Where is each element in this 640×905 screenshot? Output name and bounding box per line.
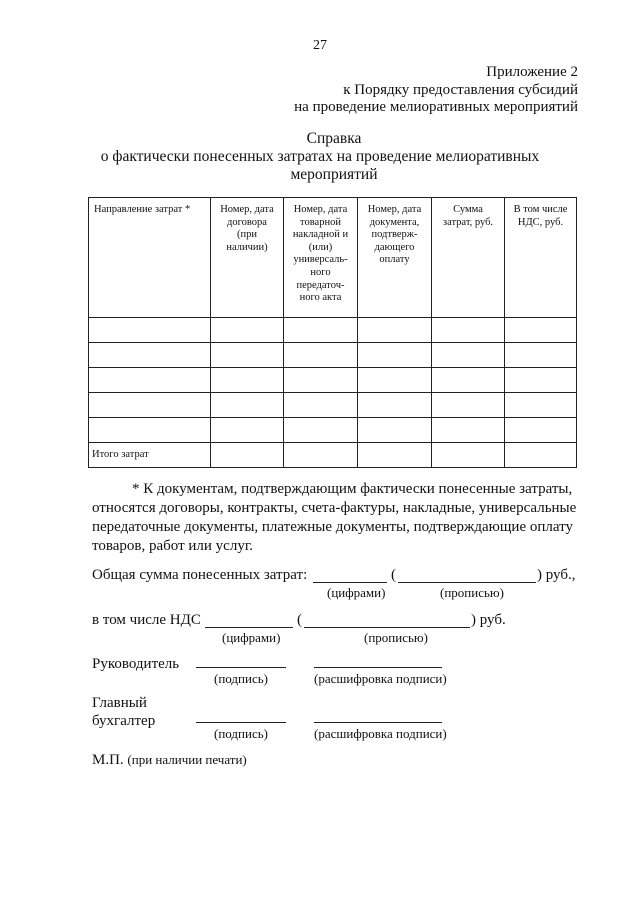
accountant-label-line-2: бухгалтер (92, 713, 156, 729)
table-row (89, 318, 577, 343)
table-cell[interactable] (89, 368, 211, 393)
table-cell[interactable] (358, 393, 432, 418)
title-subtitle-line-2: мероприятий (290, 166, 378, 183)
table-cell[interactable] (358, 443, 432, 468)
appendix-line-2: к Порядку предоставления субсидий (343, 81, 578, 98)
vat-digits-field[interactable] (205, 627, 293, 628)
footnote-line-1: * К документам, подтверждающим фактически понесенные затраты, (132, 481, 573, 497)
table-cell[interactable] (284, 393, 358, 418)
table-cell[interactable] (432, 418, 505, 443)
total-sum-words-field[interactable] (398, 582, 536, 583)
table-row (89, 393, 577, 418)
manager-label: Руководитель (92, 656, 180, 672)
total-sum-caption-digits: (цифрами) (327, 585, 386, 600)
table-cell[interactable] (89, 318, 211, 343)
table-cell[interactable] (432, 343, 505, 368)
header-contract: Номер, дата договора (при наличии) (211, 198, 284, 318)
table-cell[interactable] (505, 418, 577, 443)
total-sum-label: Общая сумма понесенных затрат: (92, 567, 308, 583)
title-heading: Справка (306, 130, 362, 147)
table-cell[interactable] (358, 343, 432, 368)
table-cell[interactable] (211, 393, 284, 418)
document-title (0, 130, 640, 184)
page-number: 27 (313, 38, 327, 53)
appendix-header (294, 64, 578, 117)
table-row (89, 343, 577, 368)
table-cell[interactable] (89, 393, 211, 418)
table-cell[interactable] (284, 443, 358, 468)
header-waybill: Номер, дата товарной накладной и (или) универсаль- ного передаточ- ного акта (284, 198, 358, 318)
total-sum-close: ) руб., (537, 567, 576, 583)
total-label: Итого затрат (89, 443, 211, 468)
vat-label: в том числе НДС (92, 612, 201, 628)
appendix-line-1: Приложение 2 (486, 64, 578, 80)
table-cell[interactable] (284, 368, 358, 393)
cost-table (88, 197, 577, 468)
table-cell[interactable] (89, 343, 211, 368)
table-cell[interactable] (211, 443, 284, 468)
header-cost-direction: Направление затрат * (89, 198, 211, 318)
table-cell[interactable] (432, 443, 505, 468)
stamp-note: (при наличии печати) (127, 752, 247, 767)
total-sum-digits-field[interactable] (313, 582, 387, 583)
table-cell[interactable] (505, 318, 577, 343)
table-cell[interactable] (211, 368, 284, 393)
header-vat: В том числе НДС, руб. (505, 198, 577, 318)
vat-close: ) руб. (471, 612, 506, 628)
manager-signature-field[interactable] (196, 667, 286, 668)
table-cell[interactable] (358, 418, 432, 443)
table-row (89, 368, 577, 393)
stamp-label (92, 752, 247, 769)
manager-caption-decoding: (расшифровка подписи) (314, 671, 447, 686)
accountant-caption-signature: (подпись) (214, 726, 268, 741)
accountant-decoding-field[interactable] (314, 722, 442, 723)
table-cell[interactable] (505, 368, 577, 393)
table-cell[interactable] (432, 368, 505, 393)
manager-decoding-field[interactable] (314, 667, 442, 668)
vat-caption-words: (прописью) (364, 630, 428, 645)
table-cell[interactable] (284, 343, 358, 368)
total-sum-open-paren: ( (391, 567, 396, 583)
table-cell[interactable] (284, 418, 358, 443)
table-total-row (89, 443, 577, 468)
table-cell[interactable] (432, 318, 505, 343)
table-header-row (89, 198, 577, 318)
table-cell[interactable] (432, 393, 505, 418)
stamp-mp: М.П. (92, 752, 124, 768)
table-cell[interactable] (358, 318, 432, 343)
footnote (92, 480, 582, 556)
table-cell[interactable] (211, 318, 284, 343)
accountant-caption-decoding: (расшифровка подписи) (314, 726, 447, 741)
header-payment-doc: Номер, дата документа, подтверж- дающего оплату (358, 198, 432, 318)
appendix-line-3: на проведение мелиоративных мероприятий (294, 99, 578, 115)
title-subtitle-line-1: о фактически понесенных затратах на проведение мелиоративных (100, 148, 540, 165)
header-amount: Сумма затрат, руб. (432, 198, 505, 318)
footnote-line-2: относятся договоры, контракты, счета-фактуры, накладные, универсальные (92, 500, 577, 516)
table-cell[interactable] (505, 343, 577, 368)
accountant-label-line-1: Главный (92, 695, 147, 711)
table-cell[interactable] (211, 418, 284, 443)
footnote-line-3: передаточные документы, платежные документы, подтверждающие оплату (92, 519, 574, 535)
manager-caption-signature: (подпись) (214, 671, 268, 686)
table-cell[interactable] (358, 368, 432, 393)
total-sum-caption-words: (прописью) (440, 585, 504, 600)
vat-open-paren: ( (297, 612, 302, 628)
table-row (89, 418, 577, 443)
table-cell[interactable] (89, 418, 211, 443)
table-cell[interactable] (284, 318, 358, 343)
footnote-line-4: товаров, работ или услуг. (92, 538, 254, 554)
vat-caption-digits: (цифрами) (222, 630, 281, 645)
vat-words-field[interactable] (304, 627, 470, 628)
table-cell[interactable] (505, 443, 577, 468)
table-cell[interactable] (211, 343, 284, 368)
table-cell[interactable] (505, 393, 577, 418)
accountant-signature-field[interactable] (196, 722, 286, 723)
